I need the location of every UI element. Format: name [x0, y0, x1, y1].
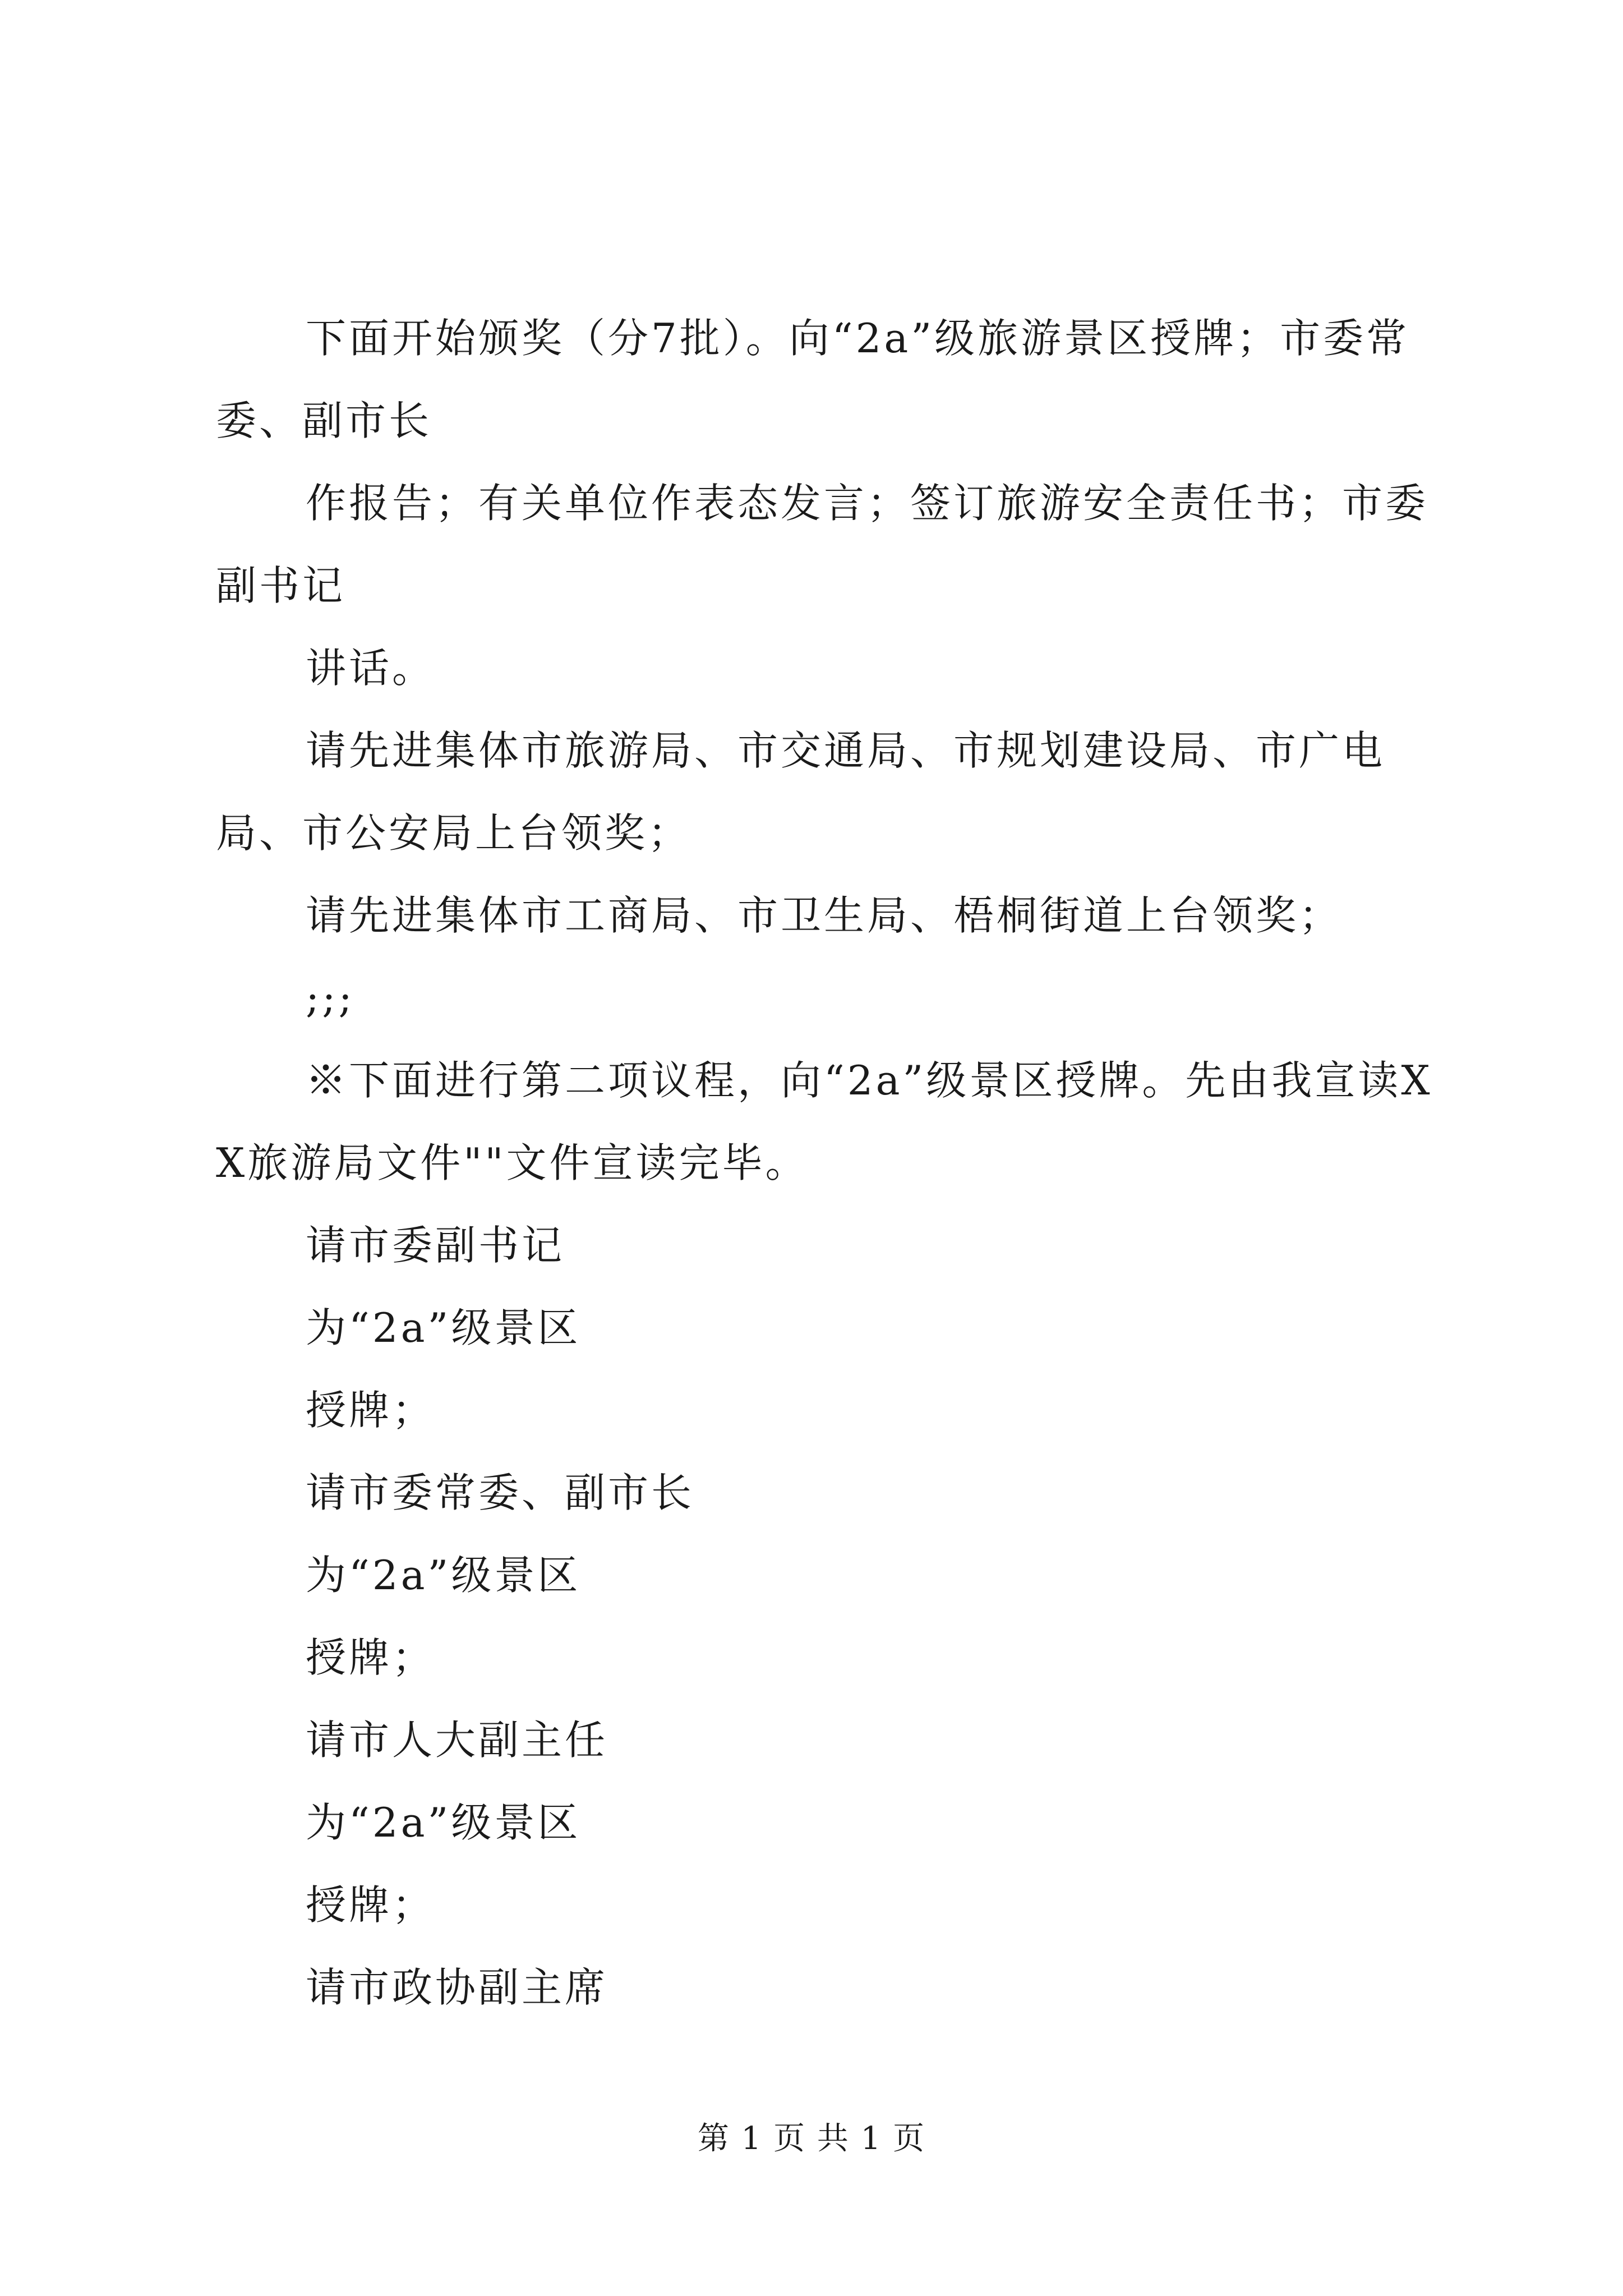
paragraph: 请市政协副主席 [306, 1964, 608, 2011]
paragraph: 授牌； [306, 1634, 436, 1681]
paragraph: 下面开始颁奖（分7批）。向“2a”级旅游景区授牌；市委常委、副市长 [216, 315, 1410, 444]
paragraph: 请先进集体市旅游局、市交通局、市规划建设局、市广电局、市公安局上台领奖； [216, 727, 1386, 857]
paragraph: 请先进集体市工商局、市卫生局、梧桐街道上台领奖； [306, 892, 1343, 939]
page-footer: 第 1 页 共 1 页 [697, 2120, 926, 2157]
paragraph: 为“2a”级景区 [306, 1304, 581, 1351]
paragraph: 为“2a”级景区 [306, 1799, 581, 1846]
paragraph: 为“2a”级景区 [306, 1552, 581, 1599]
paragraph: 授牌； [306, 1881, 436, 1929]
paragraph: 讲话。 [306, 645, 436, 692]
paragraph: 作报告；有关单位作表态发言；签订旅游安全责任书；市委副书记 [216, 480, 1429, 609]
document-body [216, 297, 1438, 2029]
paragraph: 请市委副书记 [306, 1222, 565, 1269]
paragraph: 请市人大副主任 [306, 1717, 608, 1764]
paragraph: 授牌； [306, 1387, 436, 1434]
paragraph: ※下面进行第二项议程，向“2a”级景区授牌。先由我宣读XX旅游局文件""文件宣读完毕。 [216, 1057, 1433, 1186]
paragraph: ;;; [306, 974, 355, 1022]
paragraph: 请市委常委、副市长 [306, 1469, 695, 1516]
